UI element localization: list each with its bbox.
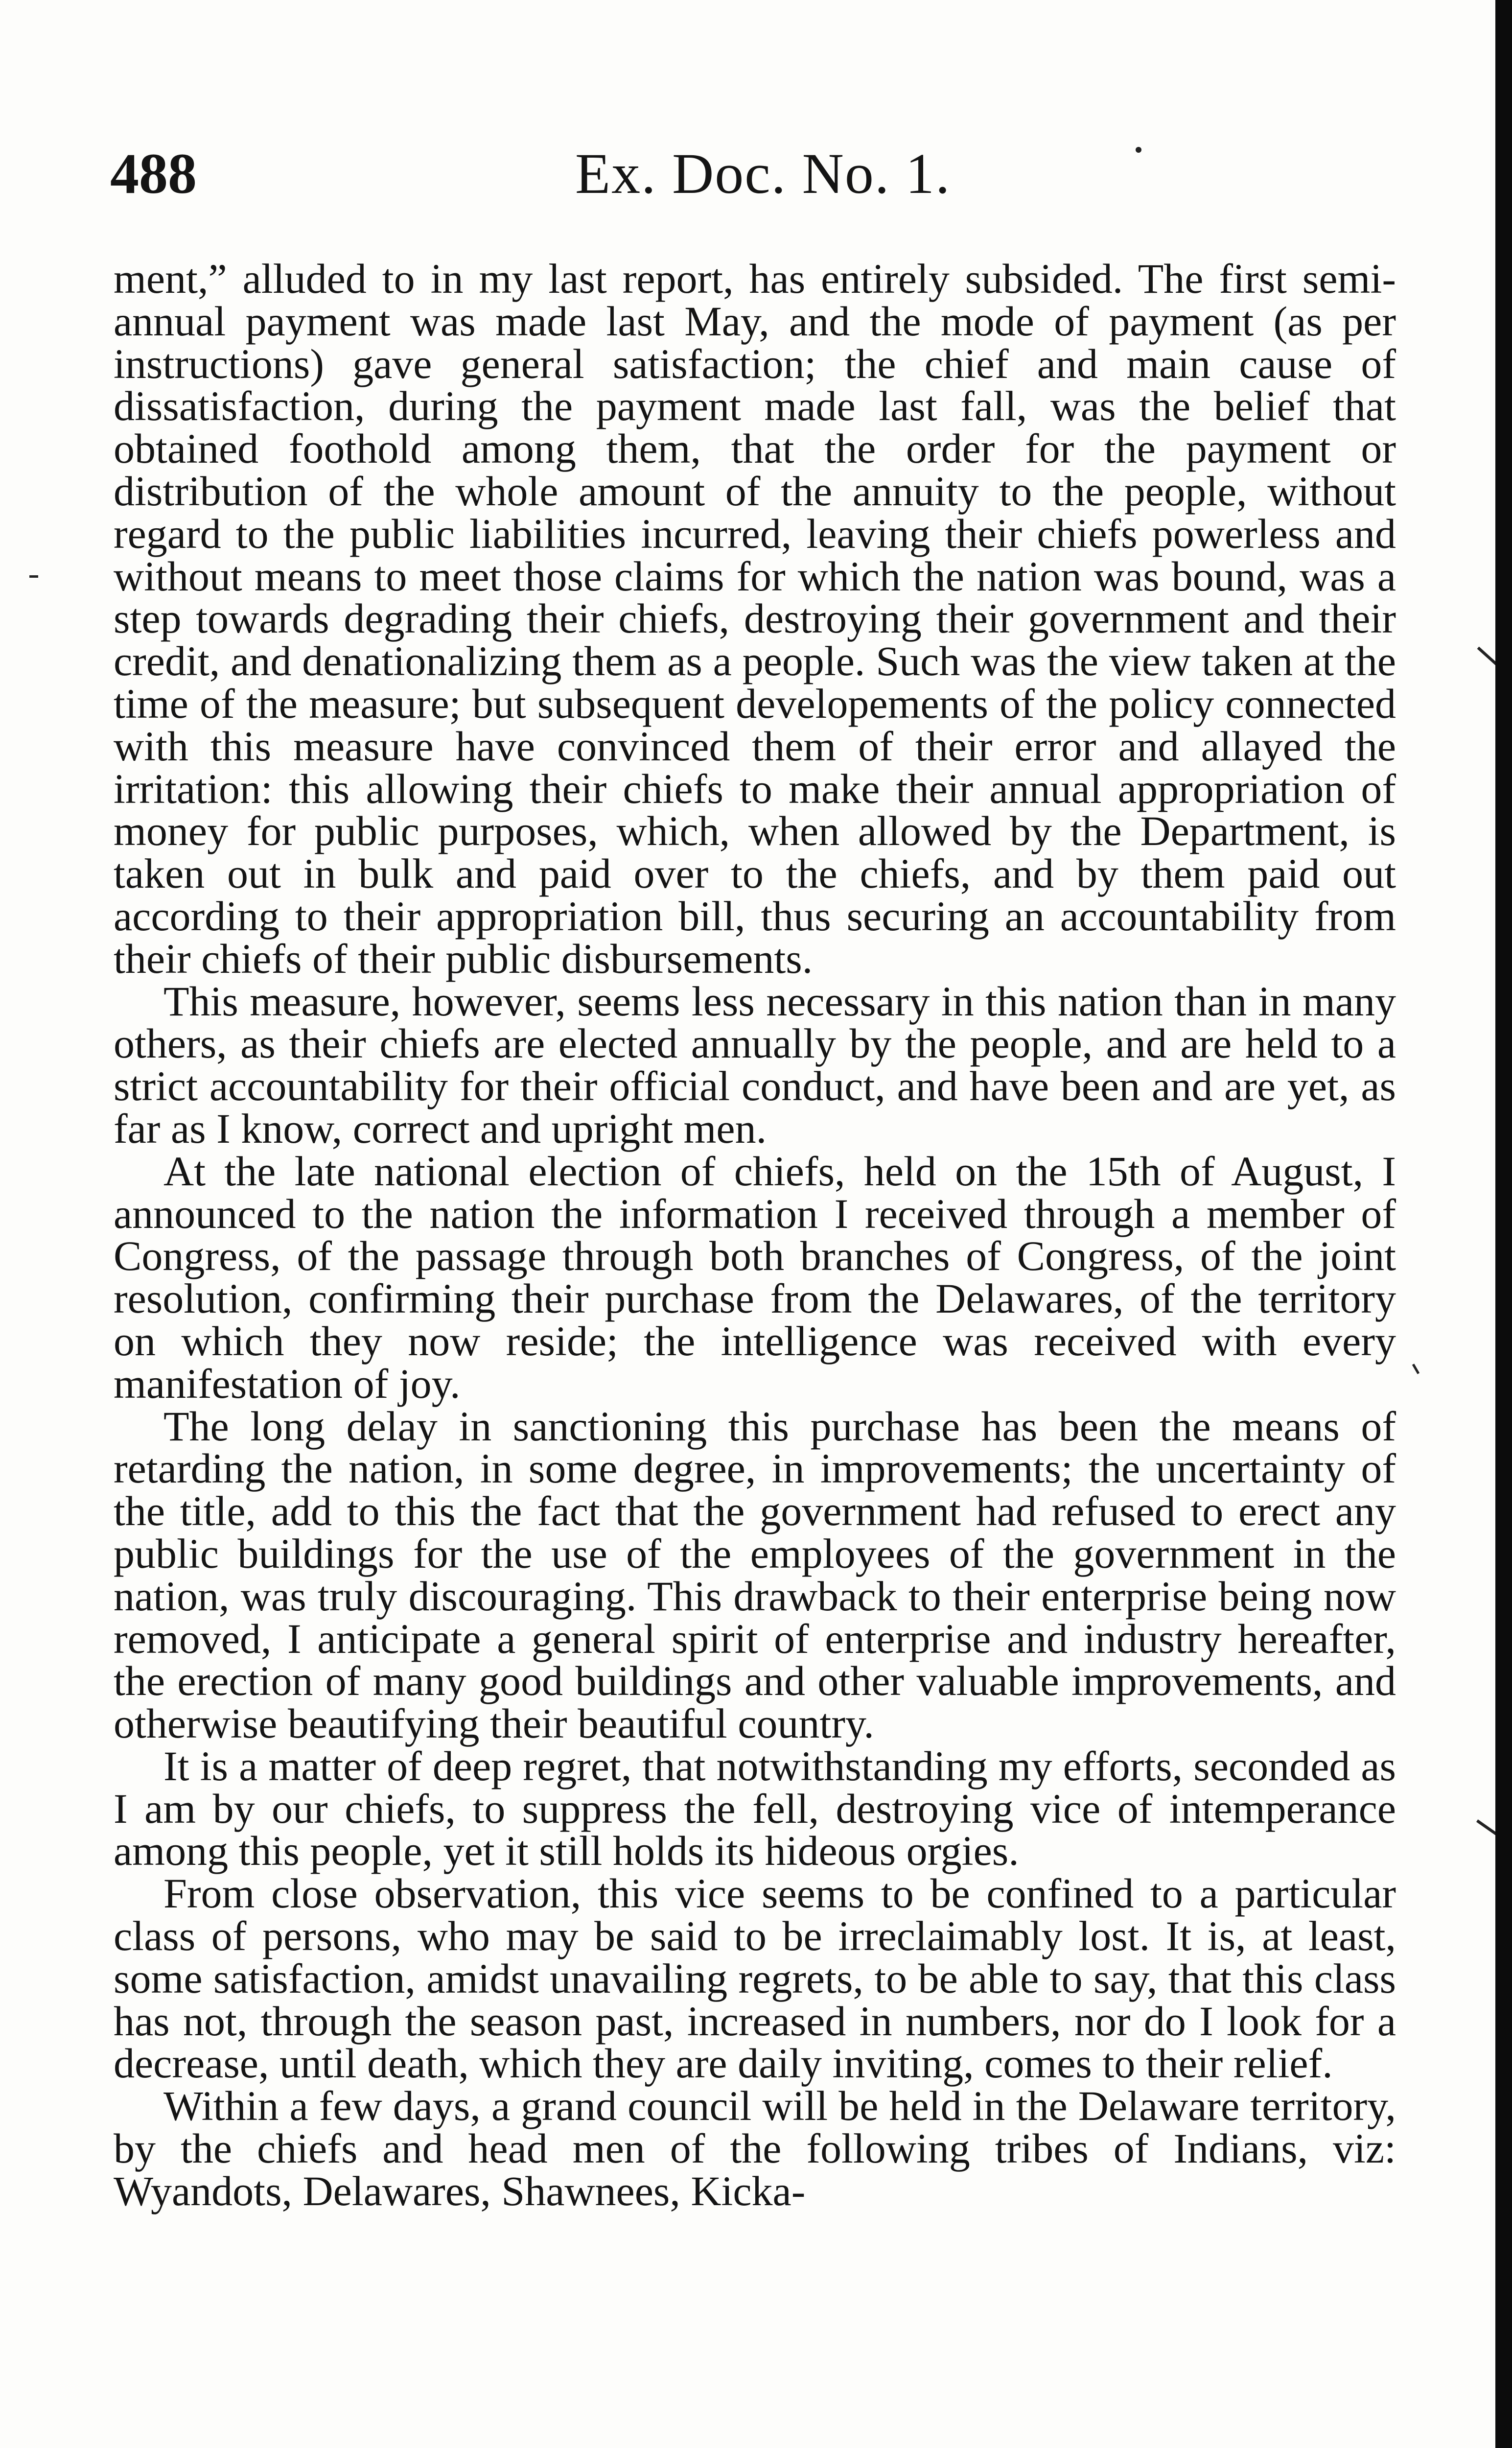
paragraph: The long delay in sanctioning this purchase has been the means of retarding the nation, in some degree, in improvements; the uncertainty of the title, add to this the fact that the government had refused to erect any public buildings for the use of the employees of the government in the nation, was truly discouraging. This drawback to their enterprise being now removed, I anticipate a general spirit of enterprise and industry hereafter, the erection of many good buildings and other valuable improvements, and otherwise beautifying their beautiful country. — [114, 1402, 1396, 1747]
paragraph: It is a matter of deep regret, that notwithstanding my efforts, seconded as I am by our chiefs, to suppress the fell, destroying vice of intemperance among this people, yet it still holds its hideous orgies. — [114, 1742, 1396, 1875]
margin-mark — [1412, 1364, 1419, 1374]
body-text — [114, 255, 1396, 2214]
paragraph: From close observation, this vice seems to be confined to a particular class of persons, who may be said to be irreclaimably lost. It is, at least, some satisfaction, amidst unavailing regrets, to be able to say, that this class has not, through the season past, increased in numbers, nor do I look for a decrease, until death, which they are daily inviting, comes to their relief. — [114, 1870, 1396, 2087]
paragraph: Within a few days, a grand council will be held in the Delaware territory, by the chiefs and head men of the following tribes of Indians, viz: Wyandots, Delawares, Shawnees, Kicka- — [114, 2082, 1396, 2214]
paragraph: At the late national election of chiefs, held on the 15th of August, I announced to the nation the information I received through a member of Congress, of the passage through both branches of Congress, of the joint resolution, confirming their purchase from the Delawares, of the territory on which they now reside; the intelligence was received with every manifestation of joy. — [114, 1147, 1396, 1407]
paragraph-continued: ment,” alluded to in my last report, has entirely subsided. The first semi-annual payment was made last May, and the mode of payment (as per instructions) gave general satisfaction; the chief and main cause of dissatisfaction, during the payment made last fall, was the belief that obtained foothold among them, that the order for the payment or distribution of the whole amount of the annuity to the people, without regard to the public liabilities incurred, leaving their chiefs powerless and without means to meet those claims for which the nation was bound, was a step towards degrading their chiefs, destroying their government and their credit, and denationalizing them as a people. Such was the view taken at the time of the measure; but subsequent developements of the policy connected with this measure have convinced them of their error and allayed the irritation: this allowing their chiefs to make their annual appropriation of money for public purposes, which, when allowed by the Department, is taken out in bulk and paid over to the chiefs, and by them paid out according to their appropriation bill, thus securing an accountability from their chiefs of their public disbursements. — [114, 255, 1396, 982]
paragraph: This measure, however, seems less necessary in this nation than in many others, as their chiefs are elected annually by the people, and are held to a strict accountability for their official conduct, and have been and are yet, as far as I know, correct and upright men. — [114, 977, 1396, 1152]
scan-border-right — [1495, 0, 1512, 2448]
margin-mark — [29, 575, 38, 578]
page-header — [110, 142, 1402, 225]
page-number: 488 — [110, 141, 197, 206]
running-head: Ex. Doc. No. 1. — [575, 141, 951, 206]
margin-mark — [1136, 147, 1141, 153]
